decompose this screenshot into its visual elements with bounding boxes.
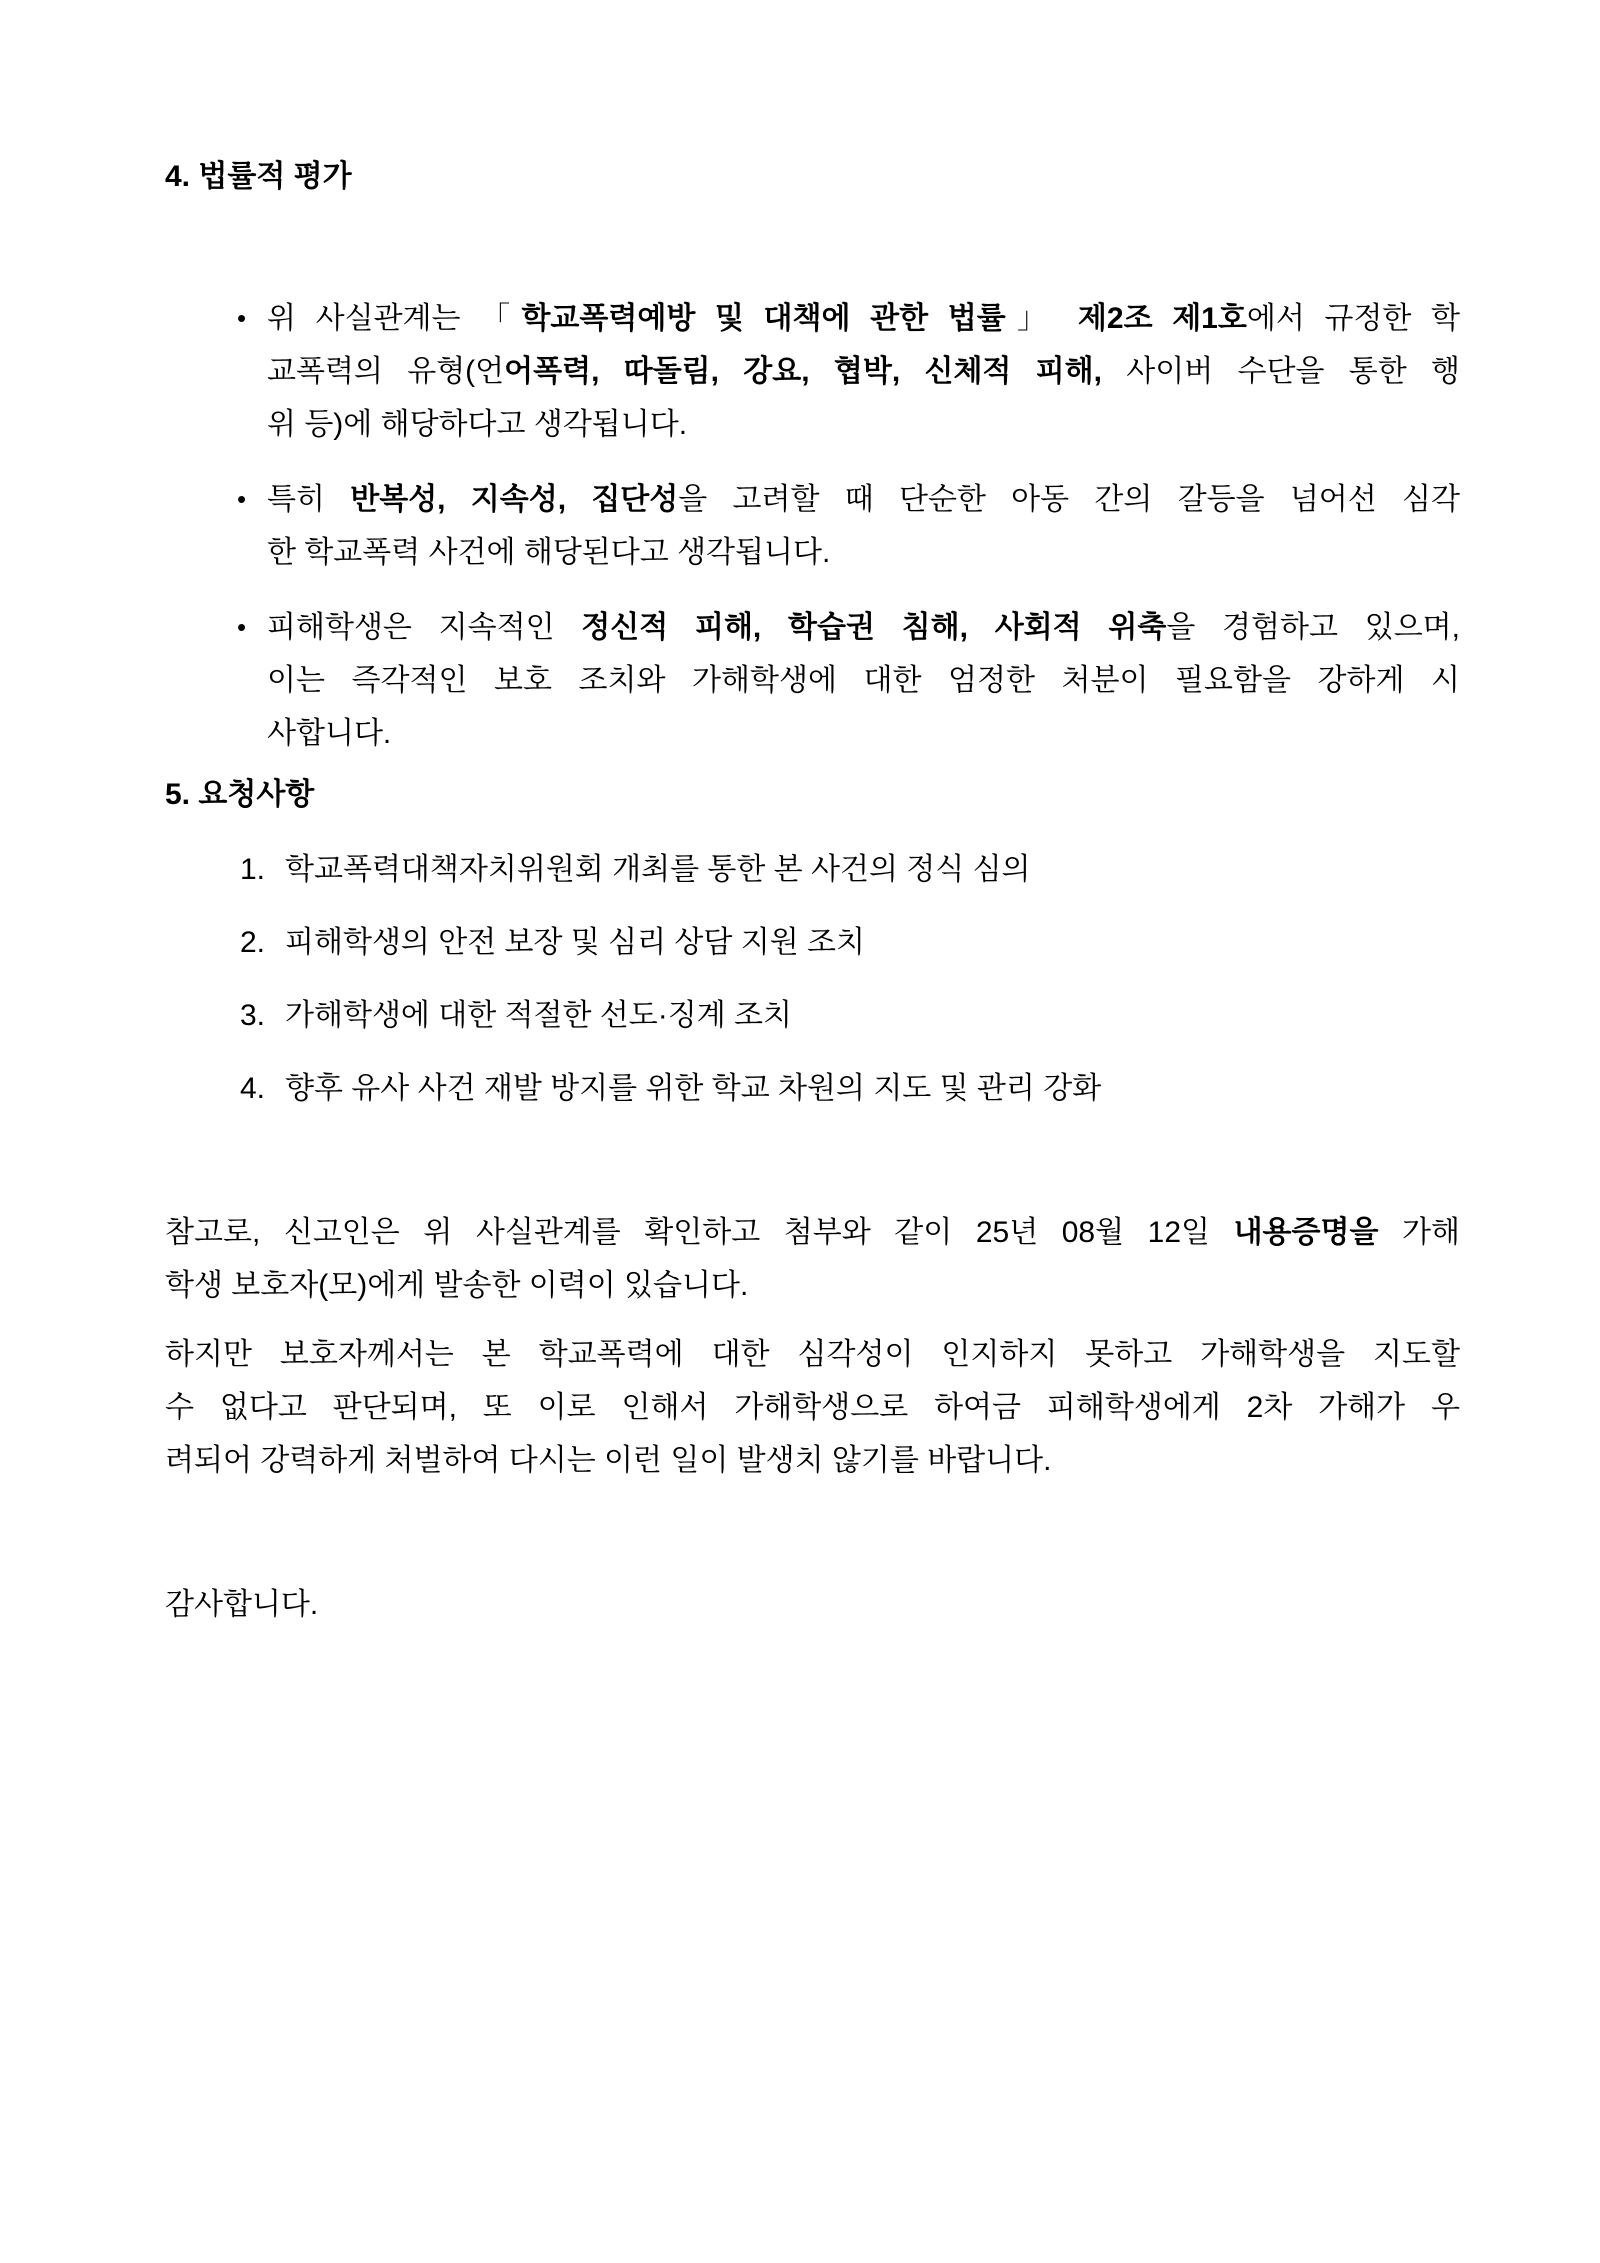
text-run: 위 사실관계는 「 [267,302,522,335]
text-line [267,473,1460,526]
reference-paragraph [165,1206,1460,1312]
section-5-numbered-list [165,843,1460,1115]
bullet-dot-icon: • [237,484,247,514]
item-text: 향후 유사 사건 재발 방지를 위한 학교 차원의 지도 및 관리 강화 [285,1072,1102,1105]
text-line [267,292,1460,345]
numbered-item [165,1062,1460,1115]
closing-text: 감사합니다. [165,1588,319,1621]
item-number: 4. [240,1072,266,1105]
text-run: 에서 규정한 학 [1246,302,1460,335]
text-line [165,1328,1460,1381]
text-line [267,345,1460,398]
bold-text-run: 제2조 제1호 [1077,302,1247,335]
text-run: 특히 [267,483,351,516]
text-line [267,601,1460,654]
bullet-dot-icon: • [237,612,247,642]
item-text: 가해학생에 대한 적절한 선도·징계 조치 [285,999,793,1032]
text-run: 학생 보호자(모)에게 발송한 이력이 있습니다. [165,1269,749,1302]
text-line [165,1434,1460,1487]
text-run: 피해학생은 지속적인 [267,611,582,644]
bullet-item [165,292,1460,451]
text-line [267,526,1460,579]
text-run: 수 없다고 판단되며, 또 이로 인해서 가해학생으로 하여금 피해학생에게 2차 가해가 우 [165,1391,1460,1424]
item-text: 학교폭력대책자치위원회 개최를 통한 본 사건의 정식 심의 [285,853,1031,886]
numbered-item [165,989,1460,1042]
text-run: 사이버 수단을 통한 행 [1102,355,1460,388]
numbered-item [165,916,1460,969]
bold-text-run: 반복성, 지속성, 집단성 [350,483,679,516]
bold-text-run: 어폭력, 따돌림, 강요, 협박, 신체적 피해, [504,355,1102,388]
text-run: 참고로, 신고인은 위 사실관계를 확인하고 첨부와 같이 25년 08월 12일 [165,1216,1234,1249]
numbered-item [165,843,1460,896]
bold-text-run: 학교폭력예방 및 대책에 관한 법률 [521,302,1006,335]
item-text: 피해학생의 안전 보장 및 심리 상담 지원 조치 [285,926,865,959]
text-run: 이는 즉각적인 보호 조치와 가해학생에 대한 엄정한 처분이 필요함을 강하게 시 [267,664,1460,697]
bullet-dot-icon: • [237,303,247,333]
text-run: 사합니다. [267,717,392,750]
section-5-heading: 5. 요청사항 [165,778,315,811]
text-run: 하지만 보호자께서는 본 학교폭력에 대한 심각성이 인지하지 못하고 가해학생을 지도할 [165,1338,1460,1371]
text-run: 가해 [1378,1216,1461,1249]
text-line [267,654,1460,707]
section-4-bullet-list [165,292,1460,760]
item-number: 3. [240,999,266,1032]
text-line [165,1381,1460,1434]
text-run: 」 [1005,302,1078,335]
text-line [267,398,1460,451]
text-line [267,707,1460,760]
text-run: 한 학교폭력 사건에 해당된다고 생각됩니다. [267,536,831,569]
text-run: 을 고려할 때 단순한 아동 간의 갈등을 넘어선 심각 [678,483,1460,516]
text-run: 교폭력의 유형(언 [267,355,505,388]
bullet-item [165,601,1460,760]
section-4-heading: 4. 법률적 평가 [165,160,352,193]
item-number: 2. [240,926,266,959]
text-run: 려되어 강력하게 처벌하여 다시는 이런 일이 발생치 않기를 바랍니다. [165,1444,1052,1477]
text-line [165,1259,1460,1312]
text-line [165,1206,1460,1259]
bold-text-run: 내용증명을 [1233,1216,1379,1249]
item-number: 1. [240,853,266,886]
text-run: 위 등)에 해당하다고 생각됩니다. [267,408,688,441]
bullet-item [165,473,1460,579]
bold-text-run: 정신적 피해, 학습권 침해, 사회적 위축 [581,611,1167,644]
request-paragraph [165,1328,1460,1487]
text-run: 을 경험하고 있으며, [1166,611,1460,644]
